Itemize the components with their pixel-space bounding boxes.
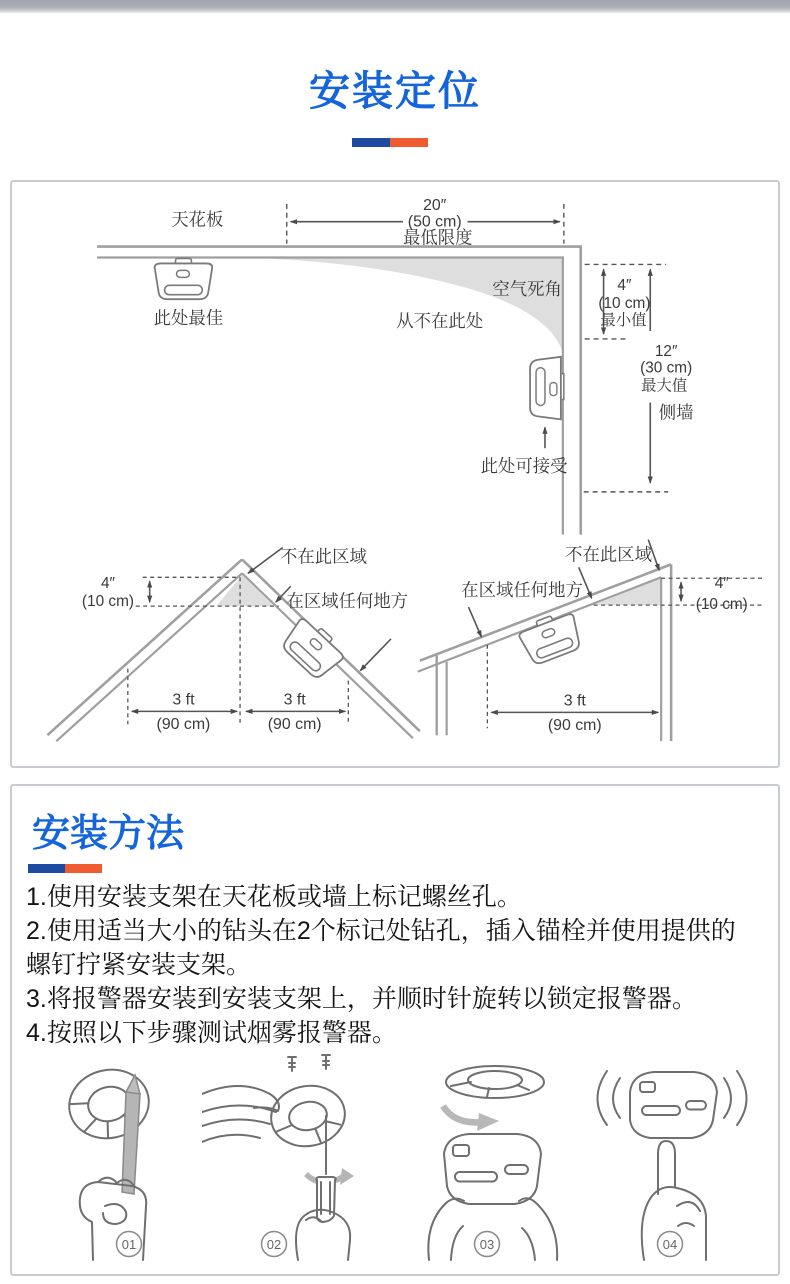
dim12-inches: 12″ bbox=[654, 342, 678, 360]
installation-method-panel bbox=[10, 784, 780, 1276]
smoke-alarm-ceiling-icon bbox=[155, 258, 213, 299]
bracket-icon bbox=[446, 1066, 544, 1098]
step-figures bbox=[12, 1054, 778, 1268]
step-3: 3.将报警器安装到安装支架上，并顺时针旋转以锁定报警器。 bbox=[26, 985, 697, 1013]
figure-attach-alarm bbox=[417, 1054, 567, 1262]
smoke-alarm-wall-icon bbox=[530, 357, 564, 420]
alarm-body-icon bbox=[444, 1134, 541, 1204]
ceiling-label: 天花板 bbox=[171, 209, 224, 230]
slope-dim4-cm: (10 cm) bbox=[695, 596, 748, 614]
peak-shading bbox=[216, 575, 274, 606]
slope-not-in-area-label: 不在此区域 bbox=[565, 544, 652, 565]
step-2: 2.使用适当大小的钻头在2个标记处钻孔，插入锚栓并使用提供的螺钉拧紧安装支架。 bbox=[26, 917, 736, 979]
smoke-alarm-peak-icon bbox=[278, 614, 348, 683]
divider-blue-segment bbox=[28, 864, 65, 873]
step-number: 01 bbox=[121, 1237, 137, 1252]
divider-orange-segment bbox=[65, 864, 102, 873]
best-here-label: 此处最佳 bbox=[153, 308, 224, 329]
acceptable-here-label: 此处可接受 bbox=[480, 456, 568, 477]
hand-icon bbox=[80, 1178, 146, 1260]
peak-span-right-ft: 3 ft bbox=[283, 691, 306, 709]
dim4min-cm: (10 cm) bbox=[598, 295, 651, 313]
peak-not-in-area-arrow bbox=[248, 547, 283, 573]
rotate-arrow-icon bbox=[443, 1106, 499, 1131]
smoke-alarm-slope-icon bbox=[516, 608, 584, 667]
dim20-note: 最低限度 bbox=[402, 227, 473, 248]
step-1: 1.使用安装支架在天花板或墙上标记螺丝孔。 bbox=[26, 883, 522, 911]
never-here-label: 从不在此处 bbox=[396, 311, 484, 332]
section-title: 安装方法 bbox=[32, 813, 185, 855]
dim4min-note: 最小值 bbox=[600, 312, 647, 330]
hand-icon bbox=[202, 1086, 279, 1142]
slope-span-ft: 3 ft bbox=[563, 692, 586, 710]
alarm-body-icon bbox=[630, 1072, 717, 1138]
divider-blue-segment bbox=[352, 138, 390, 147]
screwdriver-icon bbox=[306, 1116, 354, 1222]
peak-span-left-ft: 3 ft bbox=[172, 691, 195, 709]
slope-in-area-arrow bbox=[468, 607, 481, 637]
screw-icon bbox=[288, 1055, 330, 1071]
peak-span-right-cm: (90 cm) bbox=[267, 716, 322, 734]
step-number: 04 bbox=[662, 1237, 678, 1252]
slope-span-cm: (90 cm) bbox=[547, 717, 602, 735]
installation-steps bbox=[26, 880, 742, 1050]
peak-span-left-cm: (90 cm) bbox=[156, 716, 211, 734]
dead-air-label: 空气死角 bbox=[492, 279, 562, 300]
dim20-cm: (50 cm) bbox=[407, 213, 462, 231]
slope-dim4-inches: 4″ bbox=[714, 575, 729, 593]
dead-air-shading bbox=[266, 258, 563, 352]
figure-screw-bracket bbox=[202, 1054, 367, 1262]
peak-dim4-cm: (10 cm) bbox=[81, 593, 135, 611]
title-divider bbox=[352, 138, 428, 147]
peak-in-area-label: 在区域任何地方 bbox=[286, 591, 409, 612]
dim20-inches: 20″ bbox=[423, 196, 447, 214]
slope-in-area-label: 在区域任何地方 bbox=[461, 580, 583, 601]
dim12-cm: (30 cm) bbox=[640, 359, 693, 377]
step-number: 02 bbox=[266, 1237, 282, 1252]
page-title: 安装定位 bbox=[309, 68, 481, 114]
positioning-diagram bbox=[12, 182, 778, 766]
divider-orange-segment bbox=[390, 138, 428, 147]
section-divider bbox=[28, 864, 102, 873]
step-4: 4.按照以下步骤测试烟雾报警器。 bbox=[26, 1019, 397, 1047]
peak-left-outer bbox=[47, 559, 242, 735]
dim12-note: 最大值 bbox=[641, 377, 688, 395]
peak-not-in-area-label: 不在此区域 bbox=[280, 546, 367, 567]
dim4min-inches: 4″ bbox=[617, 277, 632, 295]
positioning-diagram-panel bbox=[10, 180, 780, 768]
peak-slope-arrow bbox=[360, 639, 391, 671]
peak-dim4-inches: 4″ bbox=[100, 575, 115, 593]
top-gray-bar bbox=[0, 0, 790, 13]
step-number: 03 bbox=[479, 1237, 495, 1252]
figure-test-alarm bbox=[582, 1054, 758, 1262]
figure-mark-holes bbox=[47, 1054, 212, 1262]
side-wall-label: 侧墙 bbox=[658, 402, 694, 423]
